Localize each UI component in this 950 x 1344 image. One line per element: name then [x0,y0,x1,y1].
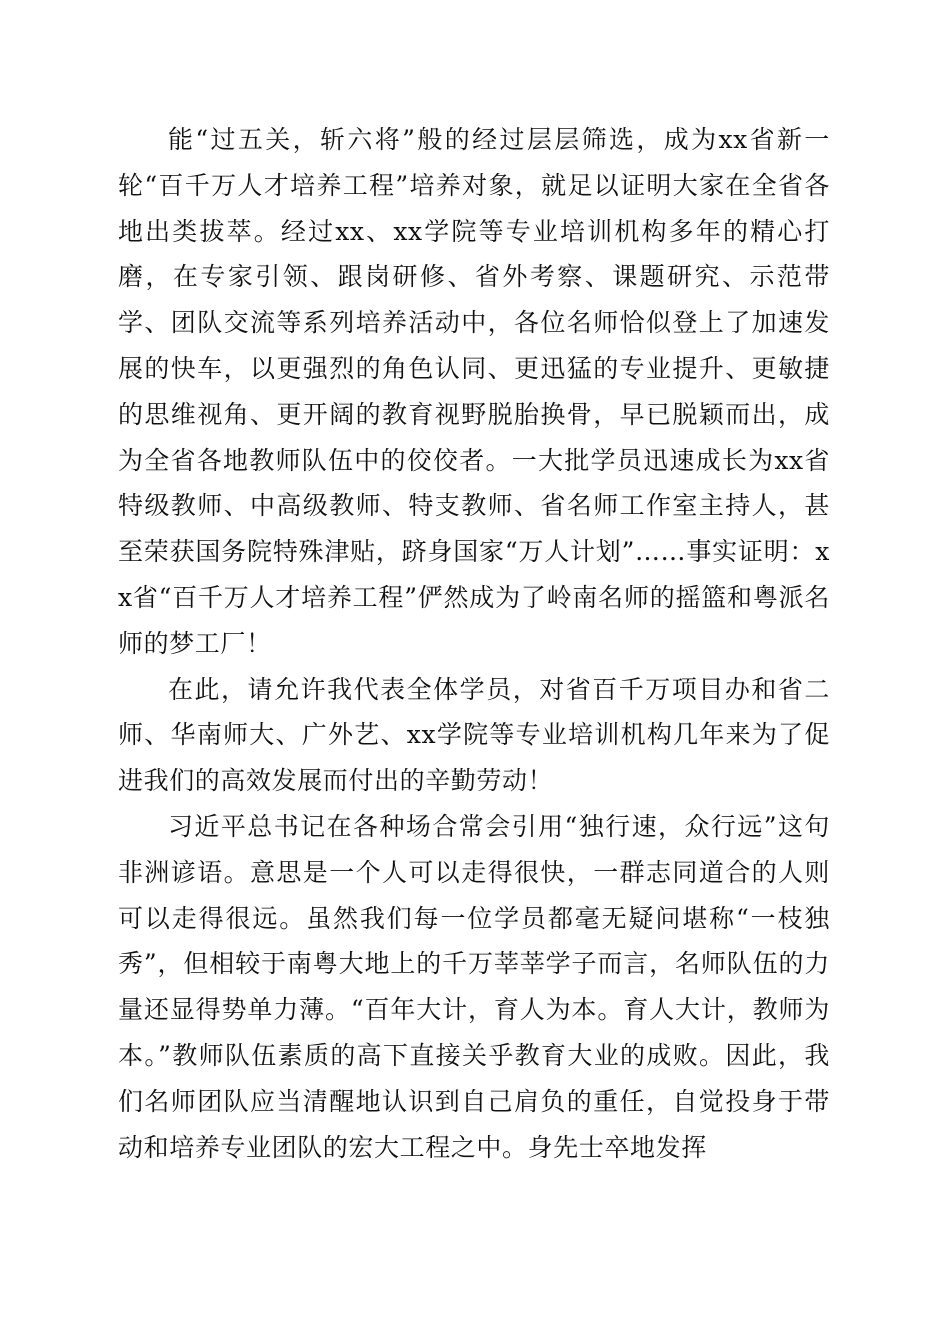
paragraph-2: 在此，请允许我代表全体学员，对省百千万项目办和省二师、华南师大、广外艺、xx学院等专业培训机构几年来为了促进我们的高效发展而付出的辛勤劳动！ [118,674,830,796]
paragraph-1: 能“过五关，斩六将”般的经过层层筛选，成为xx省新一轮“百千万人才培养工程”培养对象，就足以证明大家在全省各地出类拔萃。经过xx、xx学院等专业培训机构多年的精心打磨，在专家引领、跟岗研修、省外考察、课题研究、示范带学、团队交流等系列培养活动中，各位名师恰似登上了加速发展的快车，以更强烈的角色认同、更迅猛的专业提升、更敏捷的思维视角、更开阔的教育视野脱胎换骨，早已脱颖而出，成为全省各地教师队伍中的佼佼者。一大批学员迅速成长为xx省特级教师、中高级教师、特支教师、省名师工作室主持人，甚至荣获国务院特殊津贴，跻身国家“万人计划”……事实证明：xx省“百千万人才培养工程”俨然成为了岭南名师的摇篮和粤派名师的梦工厂！ [118,125,830,658]
document-body [118,117,830,1170]
paragraph-3: 习近平总书记在各种场合常会引用“独行速，众行远”这句非洲谚语。意思是一个人可以走得很快，一群志同道合的人则可以走得很远。虽然我们每一位学员都毫无疑问堪称“一枝独秀”，但相较于南粤大地上的千万莘莘学子而言，名师队伍的力量还显得势单力薄。“百年大计，育人为本。育人大计，教师为本。”教师队伍素质的高下直接关乎教育大业的成败。因此，我们名师团队应当清醒地认识到自己肩负的重任，自觉投身于带动和培养专业团队的宏大工程之中。身先士卒地发挥 [118,811,830,1162]
